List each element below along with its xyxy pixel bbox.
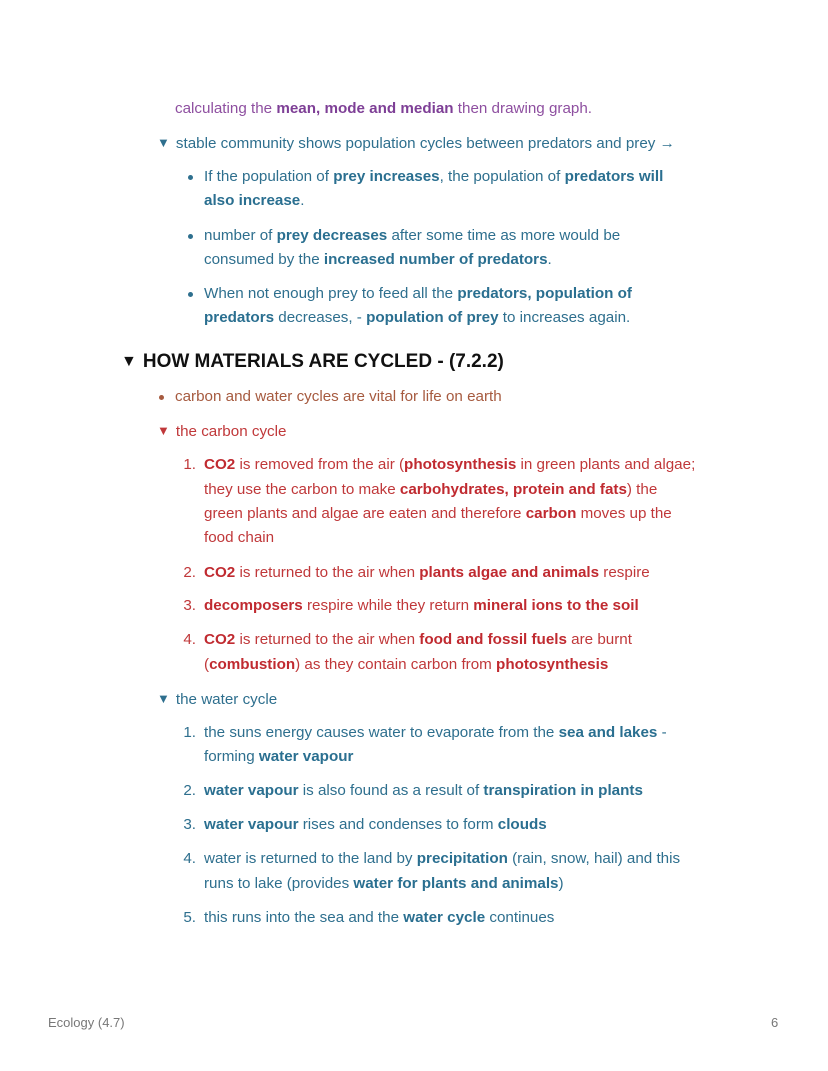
list-item-continuation	[204, 478, 657, 502]
list-item-continuation	[204, 189, 304, 213]
bold-span: transpiration in plants	[483, 782, 643, 799]
bold-span: water vapour	[204, 782, 299, 799]
intro-text-bold: mean, mode and median	[276, 100, 454, 117]
text-span: respire while they return	[302, 597, 474, 614]
water-cycle-toggle[interactable]	[157, 688, 277, 712]
text-span: (	[204, 656, 210, 673]
bold-span: CO2	[204, 631, 236, 648]
text-span: water is returned to the land by	[204, 850, 417, 867]
list-item	[204, 721, 667, 745]
list-item	[204, 847, 680, 871]
bold-span: plants algae and animals	[419, 564, 600, 581]
text-span: in green plants and algae;	[516, 456, 696, 473]
text-span: respire	[599, 564, 650, 581]
text-span: to increases again.	[498, 309, 631, 326]
list-item	[204, 594, 639, 618]
toggle-triangle-icon[interactable]: ▼	[121, 353, 137, 370]
text-span: rises and condenses to form	[298, 816, 498, 833]
text-span: .	[547, 251, 552, 268]
text-span: are burnt	[566, 631, 632, 648]
list-number: 1.	[183, 724, 196, 741]
bold-span: food and fossil fuels	[419, 631, 567, 648]
list-number: 3.	[183, 597, 196, 614]
list-item	[204, 906, 554, 930]
list-item	[204, 282, 632, 306]
bold-span: clouds	[497, 816, 547, 833]
list-item-continuation	[204, 502, 672, 526]
bold-span: predators	[204, 309, 275, 326]
text-span: is returned to the air when	[235, 631, 420, 648]
toggle-triangle-icon[interactable]: ▼	[157, 691, 170, 706]
bullet-dot-icon	[188, 234, 193, 239]
page-number: 6	[771, 1015, 779, 1030]
text-span: If the population of	[204, 168, 334, 185]
bold-span: CO2	[204, 564, 236, 581]
carbon-cycle-toggle[interactable]	[157, 420, 286, 444]
list-item	[204, 779, 643, 803]
bold-span: water vapour	[204, 816, 299, 833]
list-number: 2.	[183, 564, 196, 581]
text-span: When not enough prey to feed all the	[204, 285, 458, 302]
list-item-continuation	[204, 248, 552, 272]
stable-community-text: stable community shows population cycles between predators and prey →	[175, 135, 675, 152]
list-item-continuation	[204, 306, 630, 330]
text-span: number of	[204, 227, 277, 244]
text-span: decreases, -	[274, 309, 367, 326]
bold-span: mineral ions to the soil	[473, 597, 639, 614]
toggle-triangle-icon[interactable]: ▼	[157, 423, 170, 438]
text-span: consumed by the	[204, 251, 324, 268]
stable-community-toggle[interactable]	[157, 132, 675, 156]
footer-title: Ecology (4.7)	[48, 1015, 125, 1030]
list-item	[204, 224, 620, 248]
list-item	[204, 628, 632, 652]
text-span: ) as they contain carbon from	[295, 656, 497, 673]
text-span: the suns energy causes water to evaporate from the	[204, 724, 559, 741]
text-span: green plants and algae are eaten and therefore	[204, 505, 526, 522]
bold-span: water cycle	[403, 909, 486, 926]
bold-span: predators, population of	[457, 285, 632, 302]
text-span: is also found as a result of	[298, 782, 484, 799]
bold-span: water for plants and animals	[353, 875, 559, 892]
text-span: ) the	[626, 481, 658, 498]
bold-span: predators will	[564, 168, 664, 185]
toggle-triangle-icon[interactable]: ▼	[157, 135, 170, 150]
list-item-continuation	[204, 653, 608, 677]
text-span: )	[558, 875, 564, 892]
text-span: they use the carbon to make	[204, 481, 400, 498]
list-item-continuation	[204, 872, 564, 896]
text-span: continues	[485, 909, 555, 926]
carbon-cycle-text: the carbon cycle	[175, 423, 287, 440]
water-cycle-text: the water cycle	[175, 691, 278, 708]
bullet-dot-icon	[188, 292, 193, 297]
text-span: runs to lake (provides	[204, 875, 354, 892]
bold-span: photosynthesis	[496, 656, 609, 673]
text-span: , the population of	[439, 168, 565, 185]
section-bullet-text: carbon and water cycles are vital for life on earth	[175, 388, 502, 405]
section-heading[interactable]	[121, 350, 504, 375]
bold-span: CO2	[204, 456, 236, 473]
text-span: is returned to the air when	[235, 564, 420, 581]
bold-span: decomposers	[204, 597, 303, 614]
intro-text-pre: calculating the	[175, 100, 277, 117]
text-span: this runs into the sea and the	[204, 909, 404, 926]
intro-text-post: then drawing graph.	[453, 100, 593, 117]
list-number: 4.	[183, 850, 196, 867]
bold-span: precipitation	[416, 850, 508, 867]
list-number: 5.	[183, 909, 196, 926]
text-span: .	[300, 192, 305, 209]
text-span: moves up the	[576, 505, 672, 522]
text-span: after some time as more would be	[387, 227, 621, 244]
bullet-dot-icon	[188, 175, 193, 180]
bold-span: increased number of predators	[323, 251, 548, 268]
list-item	[204, 453, 695, 477]
bold-span: sea and lakes	[558, 724, 658, 741]
bold-span: prey increases	[333, 168, 440, 185]
bold-span: combustion	[209, 656, 296, 673]
text-span: (rain, snow, hail) and this	[507, 850, 681, 867]
list-number: 2.	[183, 782, 196, 799]
text-span: food chain	[204, 529, 275, 546]
text-span: is removed from the air (	[235, 456, 405, 473]
list-number: 3.	[183, 816, 196, 833]
bold-span: prey decreases	[276, 227, 388, 244]
list-item	[204, 561, 650, 585]
list-item	[204, 813, 547, 837]
bold-span: water vapour	[258, 748, 354, 765]
list-number: 1.	[183, 456, 196, 473]
bullet-dot-icon	[159, 395, 164, 400]
text-span: -	[657, 724, 667, 741]
bold-span: photosynthesis	[404, 456, 517, 473]
list-item-continuation	[204, 526, 274, 550]
bold-span: carbon	[525, 505, 577, 522]
section-heading-text: HOW MATERIALS ARE CYCLED - (7.2.2)	[142, 351, 504, 372]
bold-span: population of prey	[366, 309, 499, 326]
bold-span: carbohydrates, protein and fats	[399, 481, 627, 498]
list-number: 4.	[183, 631, 196, 648]
text-span: forming	[204, 748, 259, 765]
intro-line	[175, 97, 592, 121]
list-item	[204, 165, 663, 189]
bold-span: also increase	[204, 192, 301, 209]
list-item-continuation	[204, 745, 353, 769]
